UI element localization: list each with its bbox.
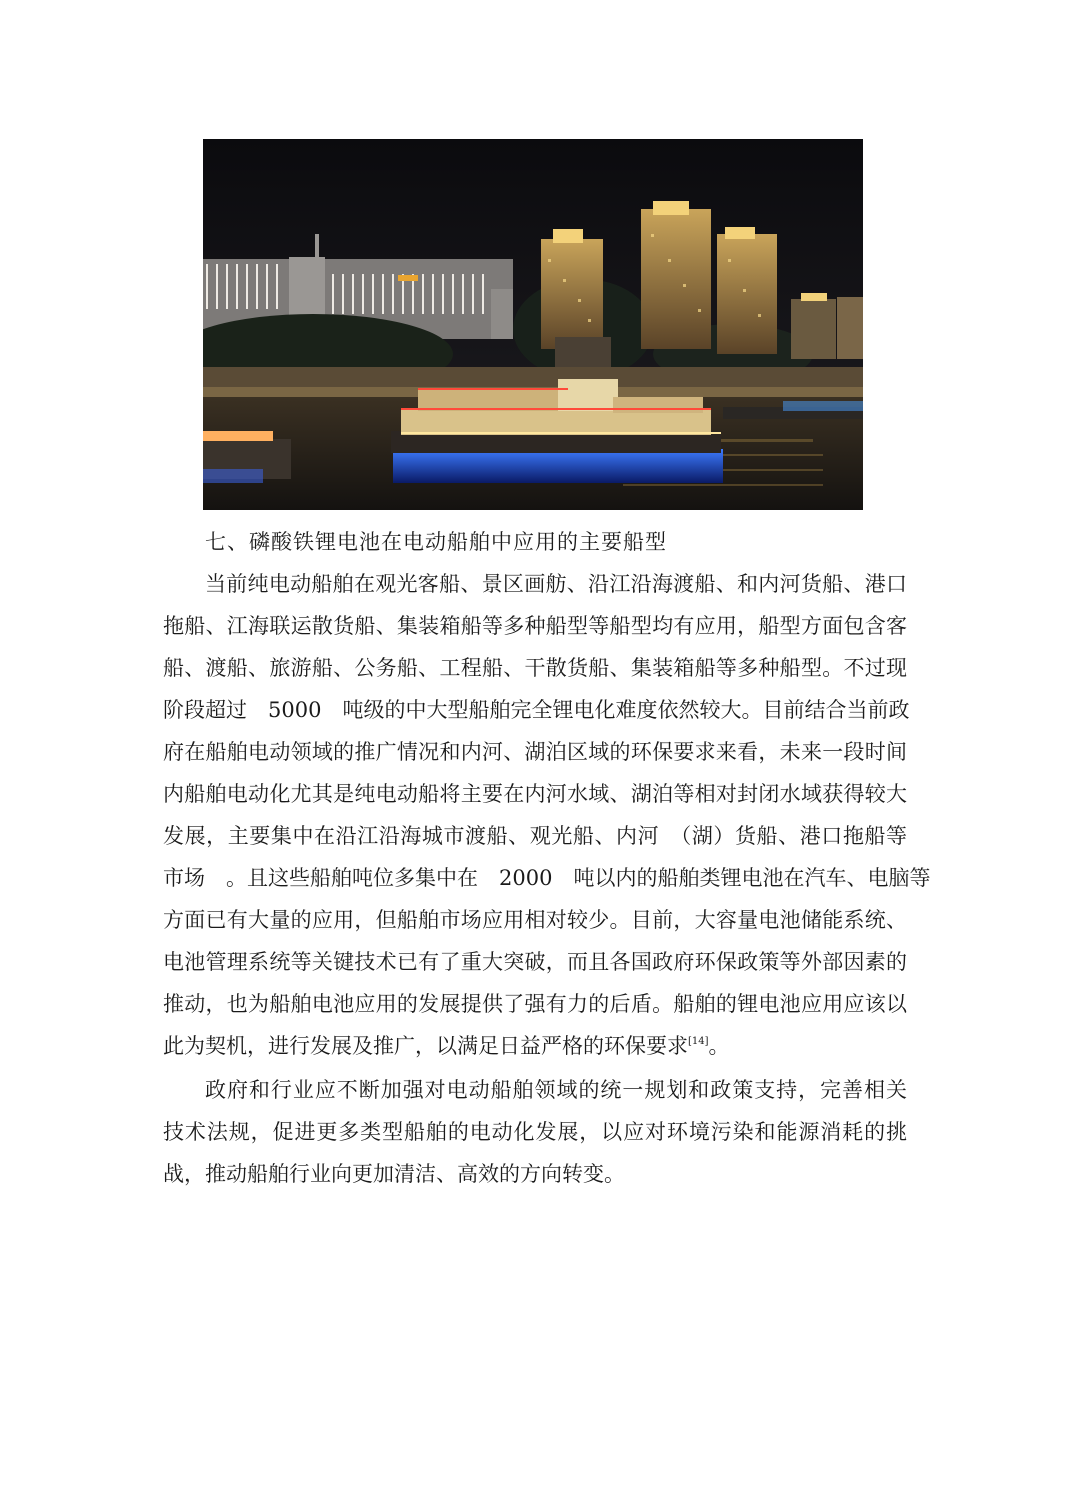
paragraph-line: 市场 。且这些船舶吨位多集中在 2000 吨以内的船舶类锂电池在汽车、电脑等 (163, 866, 931, 890)
paragraph-line: 船、渡船、旅游船、公务船、工程船、干散货船、集装箱船等多种船型。不过现 (163, 656, 907, 680)
paragraph-end-punct: 。 (708, 1034, 730, 1058)
paragraph-text: 此为契机，进行发展及推广，以满足日益严格的环保要求 (163, 1034, 688, 1058)
paragraph-line: 内船舶电动化尤其是纯电动船将主要在内河水域、湖泊等相对封闭水域获得较大 (163, 782, 907, 806)
paragraph-line: 发展，主要集中在沿江沿海城市渡船、观光船、内河 （湖）货船、港口拖船等 (163, 824, 907, 848)
citation-reference[interactable]: [14] (688, 1036, 709, 1047)
ferry-night-photo (203, 139, 863, 510)
paragraph-line: 电池管理系统等关键技术已有了重大突破，而且各国政府环保政策等外部因素的 (163, 950, 907, 974)
paragraph-line-last (163, 1025, 913, 1067)
paragraph-line: 方面已有大量的应用，但船舶市场应用相对较少。目前，大容量电池储能系统、 (163, 908, 907, 932)
paragraph-lfp-ship-types (163, 563, 931, 1067)
paragraph-line: 拖船、江海联运散货船、集装箱船等多种船型等船型均有应用，船型方面包含客 (163, 614, 907, 638)
paragraph-line: 推动，也为船舶电池应用的发展提供了强有力的后盾。船舶的锂电池应用应该以 (163, 992, 907, 1016)
paragraph-line: 当前纯电动船舶在观光客船、景区画舫、沿江沿海渡船、和内河货船、港口 (205, 572, 907, 596)
paragraph-line: 政府和行业应不断加强对电动船舶领域的统一规划和政策支持，完善相关 (205, 1078, 907, 1102)
paragraph-policy-support (163, 1069, 913, 1195)
paragraph-line: 技术法规，促进更多类型船舶的电动化发展，以应对环境污染和能源消耗的挑 (163, 1120, 907, 1144)
paragraph-line-last: 战，推动船舶行业向更加清洁、高效的方向转变。 (163, 1162, 625, 1186)
paragraph-line: 阶段超过 5000 吨级的中大型船舶完全锂电化难度依然较大。目前结合当前政 (163, 698, 910, 722)
paragraph-line: 府在船舶电动领域的推广情况和内河、湖泊区域的环保要求来看，未来一段时间 (163, 740, 907, 764)
section-heading: 七、磷酸铁锂电池在电动船舶中应用的主要船型 (205, 530, 667, 554)
